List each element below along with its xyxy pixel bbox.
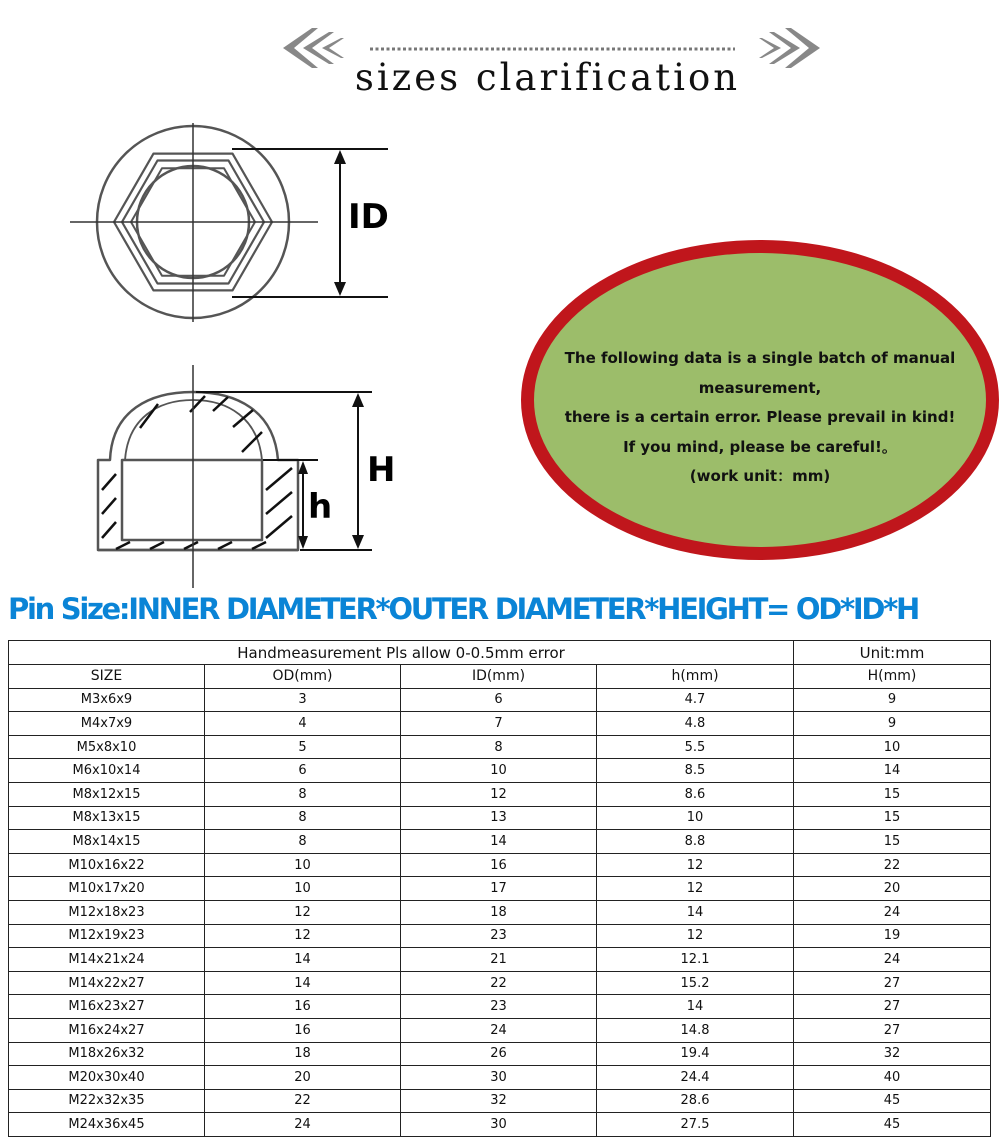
- section-header: [0, 0, 1000, 110]
- table-cell: 10: [597, 806, 794, 830]
- column-header: h(mm): [597, 665, 794, 689]
- table-cell: 5.5: [597, 735, 794, 759]
- table-cell: 20: [205, 1066, 401, 1090]
- table-cell: M3x6x9: [9, 688, 205, 712]
- table-row: [9, 900, 991, 924]
- note-line: (work unit：mm): [689, 467, 831, 485]
- table-row: [9, 948, 991, 972]
- table-cell: 16: [401, 853, 597, 877]
- table-cell: 45: [794, 1089, 991, 1113]
- table-cell: 10: [205, 877, 401, 901]
- table-cell: 14: [597, 900, 794, 924]
- table-cell: 18: [205, 1042, 401, 1066]
- table-cell: M8x13x15: [9, 806, 205, 830]
- table-cell: 12.1: [597, 948, 794, 972]
- top-view-drawing: [70, 123, 318, 322]
- table-cell: 15: [794, 830, 991, 854]
- page-title: sizes clarification: [354, 56, 741, 99]
- table-cell: 27: [794, 1018, 991, 1042]
- table-cell: 12: [205, 924, 401, 948]
- table-row: [9, 924, 991, 948]
- table-cell: M14x21x24: [9, 948, 205, 972]
- table-cell: M8x12x15: [9, 782, 205, 806]
- table-cell: 32: [401, 1089, 597, 1113]
- table-row: [9, 1018, 991, 1042]
- column-header: ID(mm): [401, 665, 597, 689]
- table-cell: 4.8: [597, 712, 794, 736]
- table-cell: 30: [401, 1066, 597, 1090]
- table-cell: M18x26x32: [9, 1042, 205, 1066]
- table-cell: 5: [205, 735, 401, 759]
- table-row: [9, 971, 991, 995]
- table-cell: 32: [794, 1042, 991, 1066]
- table-cell: M22x32x35: [9, 1089, 205, 1113]
- table-cell: 8.8: [597, 830, 794, 854]
- table-cell: 16: [205, 1018, 401, 1042]
- table-cell: 9: [794, 712, 991, 736]
- id-label: ID: [348, 197, 389, 237]
- table-cell: 12: [597, 877, 794, 901]
- table-cell: 22: [205, 1089, 401, 1113]
- table-cell: M24x36x45: [9, 1113, 205, 1137]
- table-cell: 28.6: [597, 1089, 794, 1113]
- table-cell: M16x23x27: [9, 995, 205, 1019]
- table-cell: 24: [794, 900, 991, 924]
- table-row: [9, 806, 991, 830]
- table-cell: 3: [205, 688, 401, 712]
- table-cell: 22: [401, 971, 597, 995]
- table-cell: 15: [794, 782, 991, 806]
- table-row: [9, 830, 991, 854]
- table-row: [9, 1113, 991, 1137]
- table-cell: 24: [401, 1018, 597, 1042]
- table-cell: 17: [401, 877, 597, 901]
- table-cell: 40: [794, 1066, 991, 1090]
- table-cell: 16: [205, 995, 401, 1019]
- pin-size-heading: Pin Size:INNER DIAMETER*OUTER DIAMETER*HEIGHT= OD*ID*H: [8, 592, 918, 626]
- table-cell: 15: [794, 806, 991, 830]
- table-cell: 8: [205, 782, 401, 806]
- table-cell: 14: [205, 971, 401, 995]
- table-cell: 9: [794, 688, 991, 712]
- table-header-row: [9, 665, 991, 689]
- note-line: The following data is a single batch of manual: [564, 349, 956, 367]
- table-row: [9, 1066, 991, 1090]
- column-header: OD(mm): [205, 665, 401, 689]
- table-cell: 18: [401, 900, 597, 924]
- table-cell: M8x14x15: [9, 830, 205, 854]
- note-line: measurement,: [698, 378, 822, 397]
- table-row: [9, 853, 991, 877]
- table-cell: M14x22x27: [9, 971, 205, 995]
- table-body: [9, 688, 991, 1136]
- table-cell: 4: [205, 712, 401, 736]
- table-cell: 8.6: [597, 782, 794, 806]
- cap-nut-diagram: [0, 110, 520, 590]
- table-cell: 4.7: [597, 688, 794, 712]
- table-cell: 12: [597, 853, 794, 877]
- table-cell: 8: [205, 830, 401, 854]
- table-cell: 15.2: [597, 971, 794, 995]
- size-table: [8, 640, 991, 1137]
- table-caption: Handmeasurement Pls allow 0-0.5mm error: [9, 641, 794, 665]
- table-cell: 10: [401, 759, 597, 783]
- table-cell: M20x30x40: [9, 1066, 205, 1090]
- table-cell: 21: [401, 948, 597, 972]
- table-cell: 8: [205, 806, 401, 830]
- table-cell: 27: [794, 971, 991, 995]
- table-row: [9, 995, 991, 1019]
- column-header: SIZE: [9, 665, 205, 689]
- table-cell: 45: [794, 1113, 991, 1137]
- note-line: there is a certain error. Please prevail in kind!: [564, 408, 956, 426]
- table-cell: 10: [205, 853, 401, 877]
- table-cell: M10x17x20: [9, 877, 205, 901]
- table-cell: M4x7x9: [9, 712, 205, 736]
- table-cell: M12x18x23: [9, 900, 205, 924]
- table-cell: M6x10x14: [9, 759, 205, 783]
- table-row: [9, 1042, 991, 1066]
- table-cell: 24.4: [597, 1066, 794, 1090]
- table-cell: M12x19x23: [9, 924, 205, 948]
- left-chevron-icon: [322, 38, 344, 58]
- table-row: [9, 877, 991, 901]
- table-cell: 14: [597, 995, 794, 1019]
- table-row: [9, 712, 991, 736]
- table-cell: 8.5: [597, 759, 794, 783]
- table-cell: 12: [401, 782, 597, 806]
- table-cell: 14: [401, 830, 597, 854]
- column-header: H(mm): [794, 665, 991, 689]
- table-cell: 7: [401, 712, 597, 736]
- table-cell: 26: [401, 1042, 597, 1066]
- table-cell: 6: [205, 759, 401, 783]
- table-row: [9, 735, 991, 759]
- height-dimensions: [196, 392, 372, 550]
- table-cell: 19: [794, 924, 991, 948]
- table-row: [9, 1089, 991, 1113]
- table-cell: 23: [401, 924, 597, 948]
- table-cell: 6: [401, 688, 597, 712]
- table-row: [9, 782, 991, 806]
- table-cell: 10: [794, 735, 991, 759]
- table-cell: M5x8x10: [9, 735, 205, 759]
- right-chevron-icon: [759, 38, 781, 58]
- table-cell: 27.5: [597, 1113, 794, 1137]
- table-cell: 22: [794, 853, 991, 877]
- note-line: If you mind, please be careful!。: [623, 437, 897, 456]
- table-cell: 13: [401, 806, 597, 830]
- table-cell: 24: [205, 1113, 401, 1137]
- table-unit: Unit:mm: [794, 641, 991, 665]
- table-cell: 23: [401, 995, 597, 1019]
- table-cell: 27: [794, 995, 991, 1019]
- table-cell: 14: [205, 948, 401, 972]
- total-height-label: H: [367, 450, 396, 490]
- table-cell: 20: [794, 877, 991, 901]
- table-caption-row: [9, 641, 991, 665]
- table-cell: 19.4: [597, 1042, 794, 1066]
- table-cell: 14.8: [597, 1018, 794, 1042]
- table-cell: 8: [401, 735, 597, 759]
- table-cell: 30: [401, 1113, 597, 1137]
- table-cell: 24: [794, 948, 991, 972]
- table-cell: 12: [205, 900, 401, 924]
- measurement-note: [545, 344, 975, 492]
- table-row: [9, 759, 991, 783]
- table-cell: M16x24x27: [9, 1018, 205, 1042]
- side-view-drawing: [98, 392, 298, 550]
- table-row: [9, 688, 991, 712]
- table-cell: M10x16x22: [9, 853, 205, 877]
- table-cell: 14: [794, 759, 991, 783]
- table-cell: 12: [597, 924, 794, 948]
- inner-height-label: h: [308, 487, 333, 527]
